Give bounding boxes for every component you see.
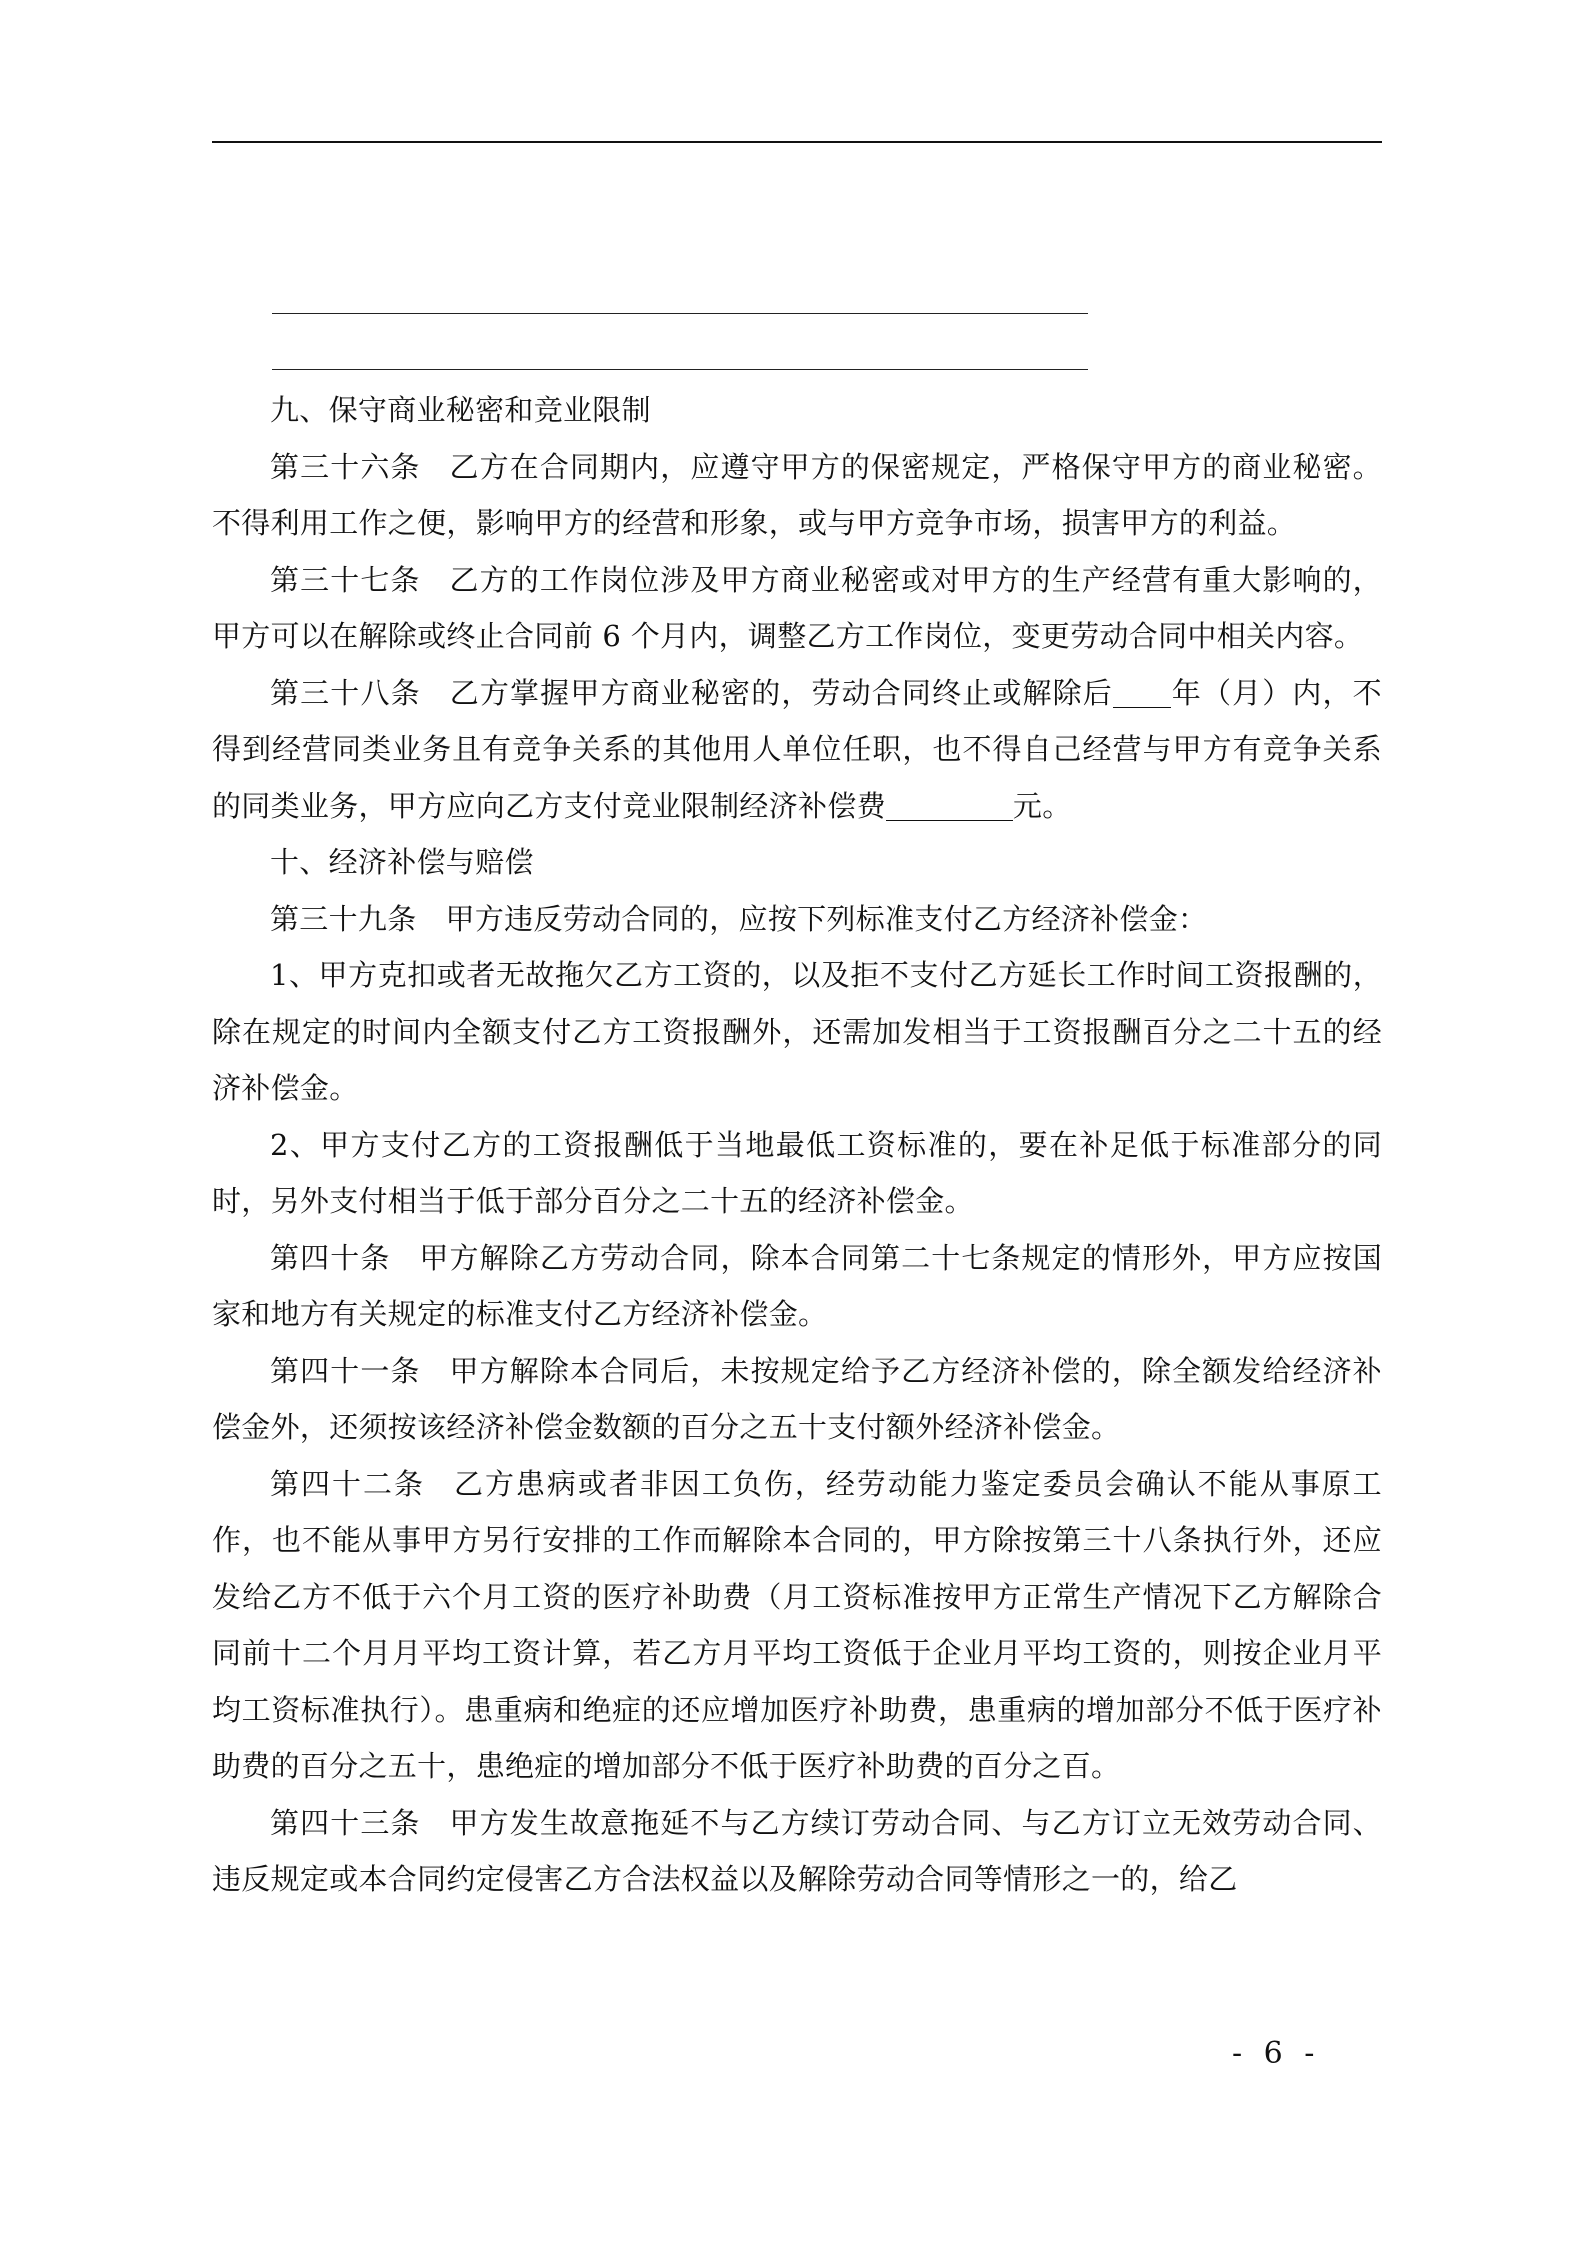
article-text: 乙方患病或者非因工负伤，经劳动能力鉴定委员会确认不能从事原工作，也不能从事甲方另行安排的工作而解除本合同的，甲方除按第三十八条执行外，还应发给乙方不低于六个月工资的医疗补助费（月工资标准按甲方正常生产情况下乙方解除合同前十二个月月平均工资计算，若乙方月平均工资低于企业月平均工资的，则按企业月平均工资标准执行）。患重病和绝症的还应增加医疗补助费，患重病的增加部分不低于医疗补助费的百分之五十，患绝症的增加部分不低于医疗补助费的百分之百。 [212, 1466, 1382, 1783]
page-number: - 6 - [1232, 2036, 1321, 2071]
article-text: 甲方解除本合同后，未按规定给予乙方经济补偿的，除全额发给经济补偿金外，还须按该经济补偿金数额的百分之五十支付额外经济补偿金。 [212, 1353, 1382, 1444]
article-label: 第四十条 [270, 1240, 391, 1275]
article-label: 第三十八条 [270, 675, 421, 710]
section-heading-10: 十、经济补偿与赔偿 [270, 845, 534, 879]
article-label: 第三十七条 [270, 562, 421, 597]
article-41 [212, 1343, 1382, 1456]
blank-fill-line-2 [272, 369, 1088, 370]
article-text: 乙方在合同期内，应遵守甲方的保密规定，严格保守甲方的商业秘密。不得利用工作之便，影响甲方的经营和形象，或与甲方竞争市场，损害甲方的利益。 [212, 449, 1382, 540]
article-text: 乙方的工作岗位涉及甲方商业秘密或对甲方的生产经营有重大影响的，甲方可以在解除或终止合同前 6 个月内，调整乙方工作岗位，变更劳动合同中相关内容。 [212, 562, 1382, 653]
article-text: 乙方掌握甲方商业秘密的，劳动合同终止或解除后 [449, 675, 1113, 710]
list-item-1: 1、甲方克扣或者无故拖欠乙方工资的，以及拒不支付乙方延长工作时间工资报酬的，除在规定的时间内全额支付乙方工资报酬外，还需加发相当于工资报酬百分之二十五的经济补偿金。 [212, 958, 1382, 1105]
article-36 [212, 439, 1382, 552]
article-label: 第四十二条 [270, 1466, 425, 1501]
section-heading-9: 九、保守商业秘密和竞业限制 [270, 393, 651, 427]
article-39 [212, 891, 1382, 948]
article-text: 甲方解除乙方劳动合同，除本合同第二十七条规定的情形外，甲方应按国家和地方有关规定的标准支付乙方经济补偿金。 [212, 1240, 1382, 1331]
article-text: 甲方违反劳动合同的，应按下列标准支付乙方经济补偿金： [445, 901, 1208, 936]
list-item-2: 2、甲方支付乙方的工资报酬低于当地最低工资标准的，要在补足低于标准部分的同时，另外支付相当于低于部分百分之二十五的经济补偿金。 [212, 1127, 1382, 1218]
article-40 [212, 1230, 1382, 1343]
fill-blank-years [1113, 678, 1171, 708]
article-label: 第四十一条 [270, 1353, 421, 1388]
blank-fill-line-1 [272, 313, 1088, 314]
article-43 [212, 1795, 1382, 1908]
article-42 [212, 1456, 1382, 1795]
article-label: 第四十三条 [270, 1805, 421, 1840]
article-text: 年（月）内，不得到经营同类业务且有竞争关系的其他用人单位任职，也不得自己经营与甲方有竞争关系的同类业务，甲方应向乙方支付竞业限制经济补偿费 [212, 675, 1382, 823]
article-label: 第三十九条 [270, 901, 417, 936]
article-37 [212, 552, 1382, 665]
article-text: 甲方发生故意拖延不与乙方续订劳动合同、与乙方订立无效劳动合同、违反规定或本合同约定侵害乙方合法权益以及解除劳动合同等情形之一的，给乙 [212, 1805, 1382, 1896]
header-rule [212, 141, 1382, 143]
document-body [212, 382, 1382, 1908]
article-38 [212, 665, 1382, 835]
fill-blank-amount [886, 791, 1013, 821]
article-label: 第三十六条 [270, 449, 421, 484]
article-text: 元。 [1012, 788, 1072, 823]
